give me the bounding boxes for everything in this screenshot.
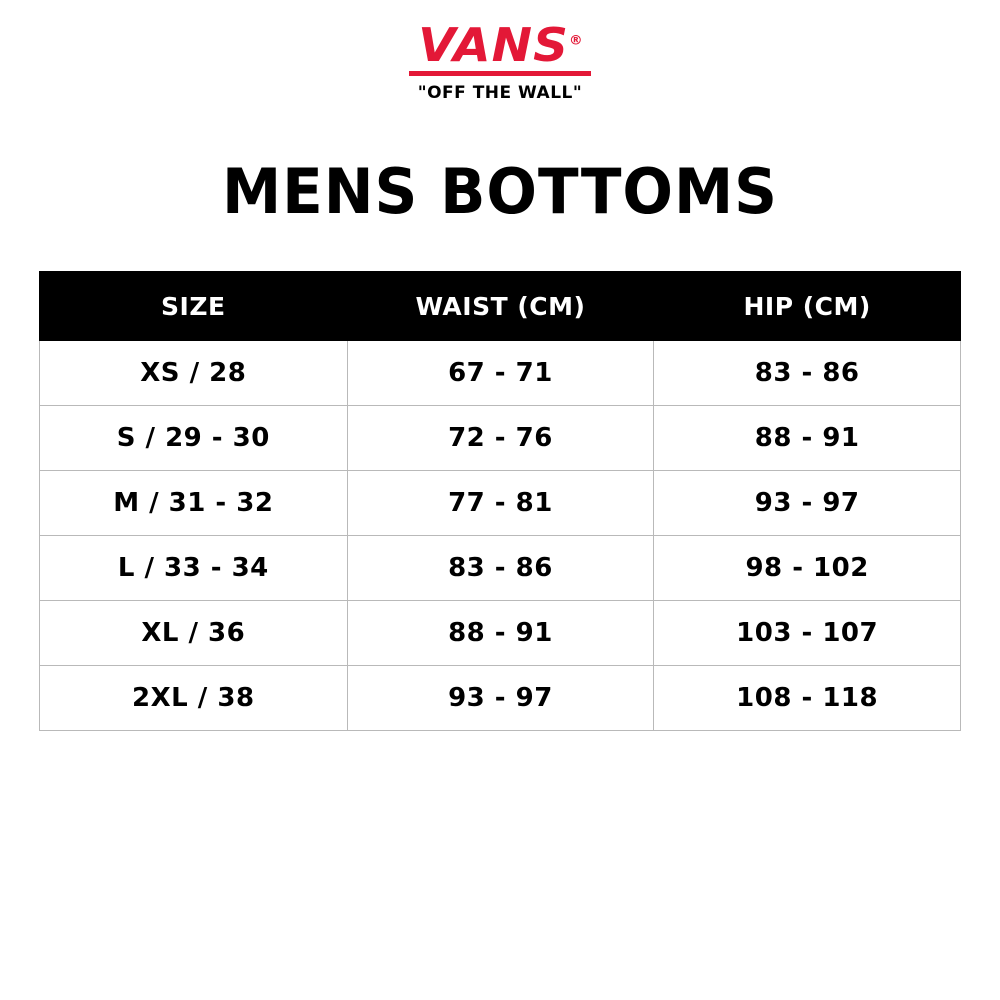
cell-waist: 83 - 86	[347, 536, 654, 601]
vans-wordmark-text: VANS	[417, 18, 569, 72]
cell-size: L / 33 - 34	[40, 536, 348, 601]
cell-waist: 72 - 76	[347, 406, 654, 471]
column-header-hip: HIP (CM)	[654, 272, 961, 341]
table-row	[40, 471, 961, 536]
table-body	[40, 341, 961, 731]
brand-tagline: "OFF THE WALL"	[417, 83, 583, 103]
cell-waist: 77 - 81	[347, 471, 654, 536]
cell-size: XS / 28	[40, 341, 348, 406]
table-row	[40, 341, 961, 406]
vans-logo	[417, 18, 583, 72]
cell-hip: 88 - 91	[654, 406, 961, 471]
table-row	[40, 406, 961, 471]
cell-size: M / 31 - 32	[40, 471, 348, 536]
cell-size: S / 29 - 30	[40, 406, 348, 471]
cell-hip: 83 - 86	[654, 341, 961, 406]
cell-size: 2XL / 38	[40, 666, 348, 731]
cell-size: XL / 36	[40, 601, 348, 666]
table-row	[40, 536, 961, 601]
cell-hip: 108 - 118	[654, 666, 961, 731]
size-table	[39, 271, 961, 731]
cell-waist: 93 - 97	[347, 666, 654, 731]
table-row	[40, 666, 961, 731]
brand-header	[0, 0, 1000, 103]
cell-waist: 88 - 91	[347, 601, 654, 666]
page-title: MENS BOTTOMS	[221, 155, 779, 228]
column-header-size: SIZE	[40, 272, 348, 341]
cell-hip: 93 - 97	[654, 471, 961, 536]
table-header	[40, 272, 961, 341]
size-table-container	[39, 271, 961, 731]
registered-trademark-icon: ®	[568, 33, 583, 49]
cell-waist: 67 - 71	[347, 341, 654, 406]
table-row	[40, 601, 961, 666]
table-header-row	[40, 272, 961, 341]
cell-hip: 103 - 107	[654, 601, 961, 666]
cell-hip: 98 - 102	[654, 536, 961, 601]
column-header-waist: WAIST (CM)	[347, 272, 654, 341]
